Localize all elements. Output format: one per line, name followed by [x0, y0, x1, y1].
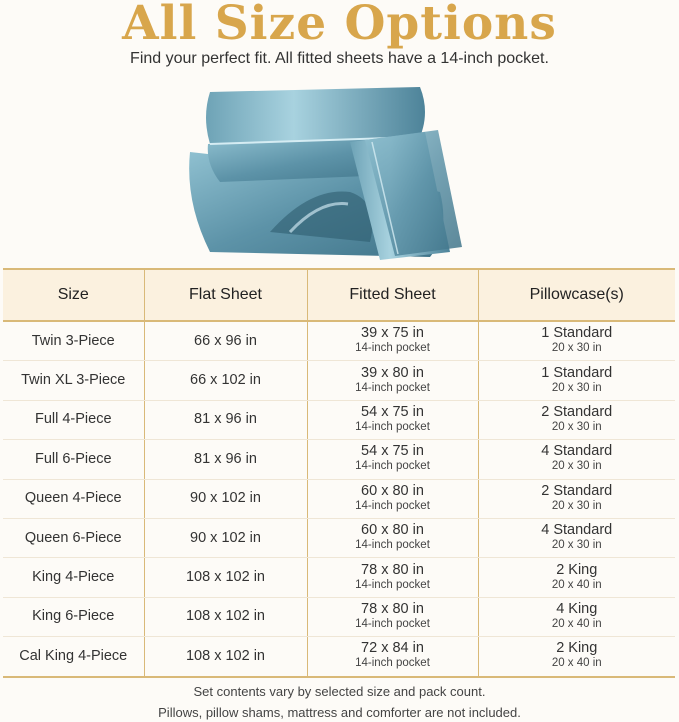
- table-row: [3, 400, 675, 439]
- cell-pillowcases: [478, 440, 675, 479]
- fitted-pocket-note: 14-inch pocket: [355, 499, 430, 512]
- pillowcase-count: 4 Standard: [541, 443, 613, 460]
- cell-size: Twin 3-Piece: [3, 321, 144, 361]
- fitted-pocket-note: 14-inch pocket: [355, 460, 430, 473]
- pillowcase-count: 2 King: [556, 640, 598, 657]
- table-row: [3, 597, 675, 636]
- table-row: [3, 637, 675, 677]
- table-row: [3, 321, 675, 361]
- fitted-dimensions: 54 x 75 in: [361, 443, 424, 460]
- cell-fitted-sheet: [307, 479, 478, 518]
- cell-size: Queen 6-Piece: [3, 518, 144, 557]
- cell-flat-sheet: 108 x 102 in: [144, 558, 307, 597]
- pillowcase-count: 2 Standard: [541, 482, 613, 499]
- footer-note-contents: Set contents vary by selected size and pack count.: [193, 684, 486, 699]
- pillowcase-dimensions: 20 x 30 in: [551, 420, 602, 433]
- cell-fitted-sheet: [307, 518, 478, 557]
- cell-flat-sheet: 81 x 96 in: [144, 440, 307, 479]
- cell-pillowcases: [478, 321, 675, 361]
- table-row: [3, 440, 675, 479]
- cell-pillowcases: [478, 361, 675, 400]
- cell-fitted-sheet: [307, 361, 478, 400]
- column-header-pillowcases: Pillowcase(s): [478, 269, 675, 321]
- footer-note-exclusions: Pillows, pillow shams, mattress and comforter are not included.: [158, 705, 521, 720]
- cell-size: King 4-Piece: [3, 558, 144, 597]
- cell-flat-sheet: 66 x 102 in: [144, 361, 307, 400]
- pillowcase-dimensions: 20 x 30 in: [551, 342, 602, 355]
- pillowcase-count: 1 Standard: [541, 325, 613, 342]
- cell-fitted-sheet: [307, 558, 478, 597]
- cell-flat-sheet: 66 x 96 in: [144, 321, 307, 361]
- flat-sheet-shape: [206, 87, 425, 144]
- fitted-dimensions: 54 x 75 in: [361, 403, 424, 420]
- cell-pillowcases: [478, 400, 675, 439]
- table-header-row: [3, 269, 675, 321]
- cell-flat-sheet: 108 x 102 in: [144, 597, 307, 636]
- cell-size: Full 4-Piece: [3, 400, 144, 439]
- size-chart: [3, 268, 675, 678]
- cell-pillowcases: [478, 518, 675, 557]
- column-header-flat-sheet: Flat Sheet: [144, 269, 307, 321]
- pillowcase-count: 4 King: [556, 600, 598, 617]
- cell-fitted-sheet: [307, 400, 478, 439]
- table-row: [3, 558, 675, 597]
- fitted-dimensions: 39 x 80 in: [361, 364, 424, 381]
- pillowcase-dimensions: 20 x 30 in: [551, 381, 602, 394]
- fitted-pocket-note: 14-inch pocket: [355, 578, 430, 591]
- fitted-pocket-note: 14-inch pocket: [355, 617, 430, 630]
- cell-flat-sheet: 108 x 102 in: [144, 637, 307, 677]
- cell-pillowcases: [478, 637, 675, 677]
- cell-pillowcases: [478, 597, 675, 636]
- page-subtitle: Find your perfect fit. All fitted sheets have a 14-inch pocket.: [130, 50, 549, 67]
- table-row: [3, 361, 675, 400]
- fitted-pocket-note: 14-inch pocket: [355, 342, 430, 355]
- pillowcase-dimensions: 20 x 30 in: [551, 539, 602, 552]
- pillowcase-dimensions: 20 x 30 in: [551, 499, 602, 512]
- fitted-pocket-note: 14-inch pocket: [355, 657, 430, 670]
- sheet-set-product-image: [180, 82, 500, 262]
- cell-fitted-sheet: [307, 321, 478, 361]
- cell-size: Cal King 4-Piece: [3, 637, 144, 677]
- cell-pillowcases: [478, 558, 675, 597]
- pillowcase-count: 2 King: [556, 561, 598, 578]
- pillowcase-dimensions: 20 x 40 in: [551, 657, 602, 670]
- cell-size: Full 6-Piece: [3, 440, 144, 479]
- cell-fitted-sheet: [307, 597, 478, 636]
- pillowcase-count: 4 Standard: [541, 522, 613, 539]
- fitted-dimensions: 60 x 80 in: [361, 482, 424, 499]
- fitted-dimensions: 60 x 80 in: [361, 522, 424, 539]
- fitted-dimensions: 39 x 75 in: [361, 325, 424, 342]
- fitted-pocket-note: 14-inch pocket: [355, 381, 430, 394]
- pillowcase-count: 1 Standard: [541, 364, 613, 381]
- cell-pillowcases: [478, 479, 675, 518]
- fitted-pocket-note: 14-inch pocket: [355, 539, 430, 552]
- table-row: [3, 479, 675, 518]
- column-header-size: Size: [3, 269, 144, 321]
- table-row: [3, 518, 675, 557]
- fitted-dimensions: 78 x 80 in: [361, 561, 424, 578]
- cell-flat-sheet: 90 x 102 in: [144, 518, 307, 557]
- column-header-fitted-sheet: Fitted Sheet: [307, 269, 478, 321]
- cell-size: Queen 4-Piece: [3, 479, 144, 518]
- pillowcase-dimensions: 20 x 40 in: [551, 617, 602, 630]
- cell-fitted-sheet: [307, 440, 478, 479]
- page-title: All Size Options: [122, 0, 557, 51]
- fitted-dimensions: 78 x 80 in: [361, 600, 424, 617]
- size-table: [3, 268, 675, 678]
- cell-flat-sheet: 81 x 96 in: [144, 400, 307, 439]
- cell-size: Twin XL 3-Piece: [3, 361, 144, 400]
- pillowcase-dimensions: 20 x 30 in: [551, 460, 602, 473]
- fitted-pocket-note: 14-inch pocket: [355, 420, 430, 433]
- pillowcase-dimensions: 20 x 40 in: [551, 578, 602, 591]
- cell-size: King 6-Piece: [3, 597, 144, 636]
- cell-flat-sheet: 90 x 102 in: [144, 479, 307, 518]
- pillowcase-count: 2 Standard: [541, 403, 613, 420]
- fitted-dimensions: 72 x 84 in: [361, 640, 424, 657]
- cell-fitted-sheet: [307, 637, 478, 677]
